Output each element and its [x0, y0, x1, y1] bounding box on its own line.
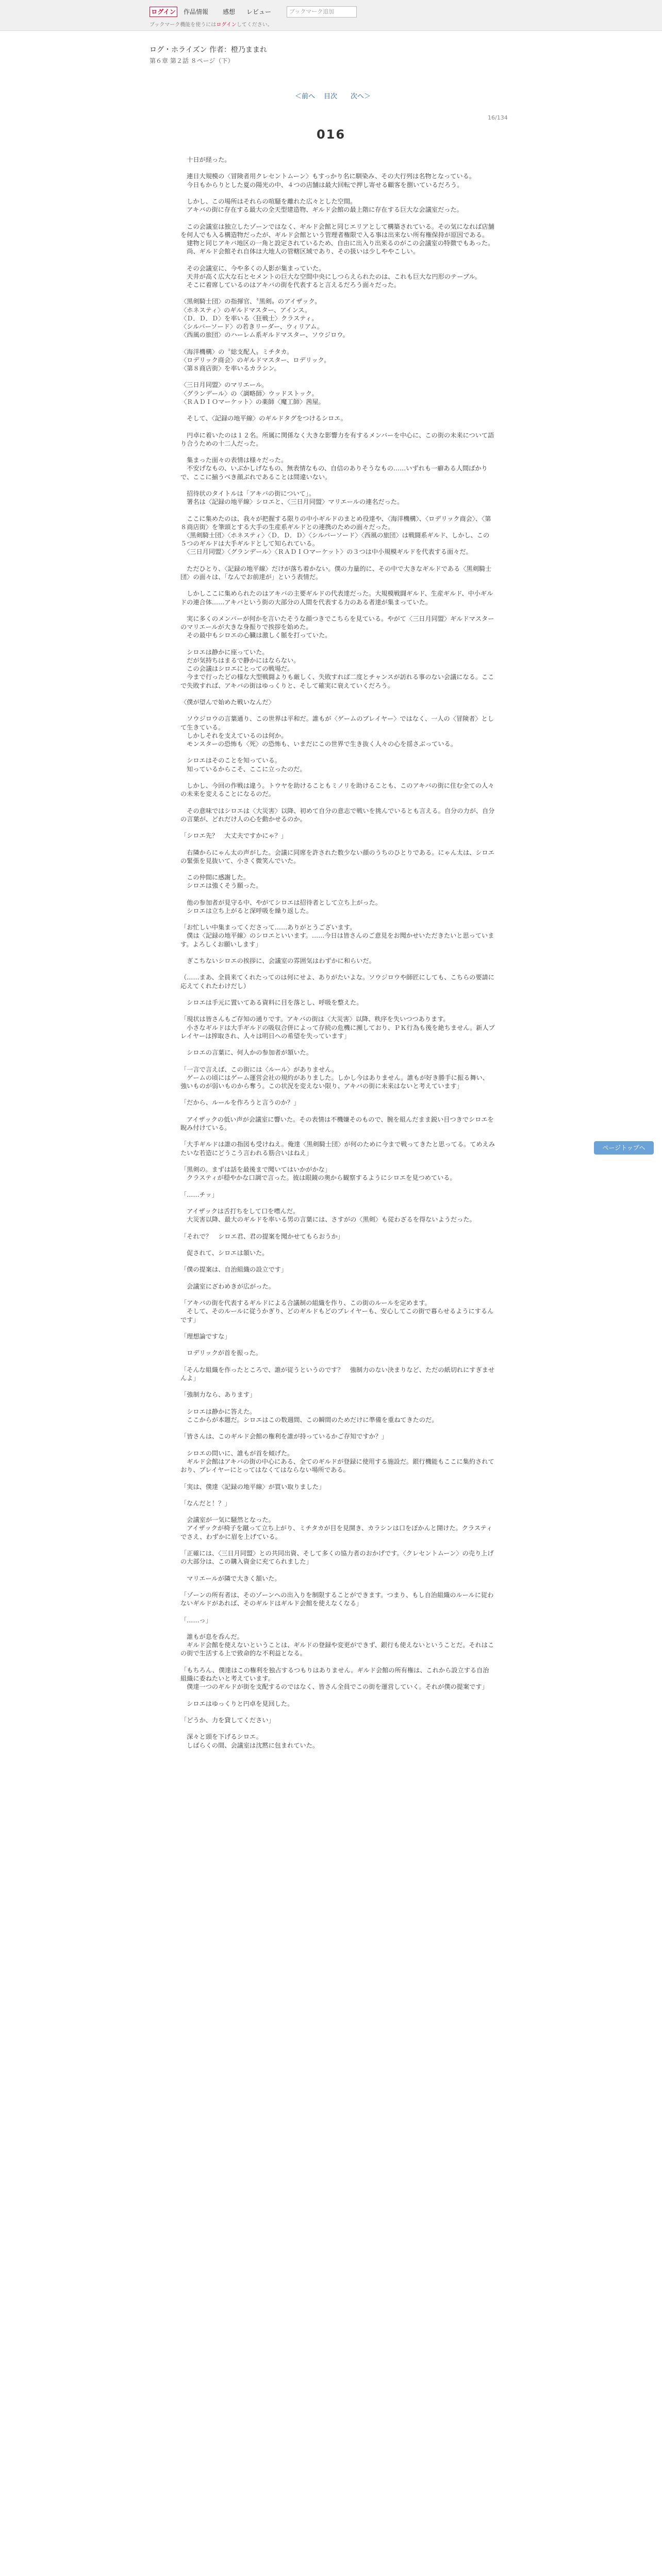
novel-title[interactable]: ログ・ホライズン 作者：橙乃ままれ — [150, 46, 267, 54]
body-paragraph — [180, 1257, 495, 1265]
body-paragraph — [180, 506, 495, 514]
body-paragraph: しかし、今回の作戦は違う。トウヤを助けることもミノリを助けることも、このアキバの街に住む全ての人々の未来を変えることになるのだ。 — [180, 782, 494, 798]
body-paragraph: この会議はシロエにとっての戦場だ。 — [180, 665, 294, 673]
body-paragraph: 集まった面々の表情は様々だった。 — [180, 456, 288, 464]
notice-suffix: してください。 — [236, 22, 273, 28]
body-paragraph: 〈Ｄ．Ｄ．Ｄ〉を率いる〈狂戦士〉クラスティ。 — [180, 314, 318, 322]
body-paragraph — [180, 339, 495, 347]
body-paragraph: モンスターの恐怖も〈死〉の恐怖も、いまだにこの世界で生き抜く人々の心を揺さぶっている。 — [180, 740, 457, 748]
body-paragraph: 「黒剣の。まずは話を最後まで聞いてはいかがかな」 — [180, 1166, 332, 1174]
body-paragraph: 「皆さんは、このギルド会館の権利を誰が持っているかご存知ですか？」 — [180, 1433, 388, 1440]
body-paragraph: 「だから、ルールを作ろうと言うのか？」 — [180, 1099, 300, 1107]
body-paragraph: ロデリックが首を振った。 — [180, 1349, 262, 1357]
body-paragraph — [180, 1691, 495, 1699]
body-paragraph: 「一言で言えば、この街には〈ルール〉がありません。 — [180, 1065, 338, 1073]
body-paragraph: 不安げなもの、いぶかしげなもの、無表情なもの、自信のありそうなもの……いずれも一癖ある人間ばかりで、ここに揃うべき顔ぶれであることは間違いない。 — [180, 465, 488, 481]
notice-prefix: ブックマーク機能を使うには — [150, 22, 217, 28]
body-paragraph: 〈ロデリック商会〉のギルドマスター、ロデリック。 — [180, 356, 330, 364]
body-paragraph: シロエはそのことを知っている。 — [180, 757, 281, 765]
body-paragraph — [180, 965, 495, 973]
body-paragraph: そして、〈記録の地平線〉のギルドタグをつけるシロエ。 — [180, 415, 347, 422]
body-paragraph: この仲間に感謝した。 — [180, 874, 250, 882]
body-paragraph — [180, 1607, 495, 1616]
bookmark-add-button[interactable]: ブックマーク追加 — [287, 6, 357, 18]
body-paragraph: 「理想論ですな」 — [180, 1332, 231, 1340]
body-paragraph — [180, 256, 495, 264]
body-paragraph: 他の参加者が見守る中、やがてシロエは招待者として立ち上がった。 — [180, 899, 382, 906]
body-paragraph: ギルド会館はアキバの街の中心にある、全てのギルドが登録に使用する施設だ。銀行機能もここに集約されており、プレイヤーにとってはなくてはならない場所である。 — [180, 1458, 494, 1474]
body-paragraph — [180, 1107, 495, 1115]
chapter-title: 016 — [316, 127, 346, 142]
body-paragraph — [180, 1224, 495, 1232]
body-paragraph: ゲームの頃にはゲーム運営会社の規約がありました。しかし今はありません。誰もが好き勝手に振る舞い、強いものが弱いものから奪う。この状況を変えない限り、アキバの街に未来はないと考えています」 — [180, 1074, 489, 1090]
body-paragraph — [180, 948, 495, 957]
body-paragraph: 〈三日月同盟〉〈グランデール〉〈ＲＡＤＩＯマーケット〉の３つは中小規模ギルドを代表する面々だ。 — [180, 548, 472, 556]
body-paragraph: 今日もからりとした夏の陽光の中、４つの店舗は最大回転で押し寄せる顧客を捌いているだろう。 — [180, 181, 464, 189]
body-paragraph — [180, 1507, 495, 1516]
body-paragraph: 今まで行ったどの様な大型戦闘よりも厳しく、失敗すれば二度とチャンスが訪れる事のない会議になる。ここで失敗すれば、アキバの街はゆっくりと、そして確実に衰えていくだろう。 — [180, 673, 494, 689]
body-paragraph — [180, 448, 495, 456]
body-paragraph: 「正確には、〈三日月同盟〉との共同出資、そして多くの協力者のおかげです。〈クレセントムーン〉の売り上げの大部分は、この購入資金に充てられました」 — [180, 1550, 494, 1566]
body-paragraph: ギルド会館を使えないということは、ギルドの登録や変更ができず、銀行も使えないということだ。それはこの街で生活する上で致命的な不利益となる。 — [180, 1641, 494, 1657]
body-paragraph: 「大手ギルドは誰の指図も受けねえ。俺達〈黒剣騎士団〉が何のために今まで戦ってきたと思ってる。てめえみたいな若造にどうこう言われる筋合いはねえ」 — [180, 1141, 495, 1157]
header-bar — [0, 0, 662, 31]
body-paragraph: 「アキバの街を代表するギルドによる合議制の組織を作り、この街のルールを定めます。 — [180, 1299, 431, 1307]
body-paragraph: そこに着席しているのはアキバの街を代表すると言えるだろう面々だった。 — [180, 281, 401, 289]
body-paragraph: 連日大規模の〈冒険者用クレセントムーン〉もすっかり名に馴染み、その大行列は名物となっている。 — [180, 173, 475, 180]
body-paragraph: 僕達一つのギルドが街を支配するのではなく、皆さん全員でこの街を運営していく。それが僕の提案です」 — [180, 1683, 488, 1691]
pager — [0, 92, 662, 102]
index-link[interactable]: 目次 — [324, 93, 338, 100]
body-paragraph — [180, 189, 495, 197]
body-paragraph: 〈ホネスティ〉のギルドマスター、アインス。 — [180, 306, 311, 314]
body-paragraph: マリエールが隣で大きく頷いた。 — [180, 1574, 281, 1582]
body-paragraph — [180, 915, 495, 923]
body-paragraph — [180, 1474, 495, 1482]
body-paragraph: しかしそれを支えているのは何か。 — [180, 732, 288, 739]
body-paragraph: 深々と頭を下げるシロエ。 — [180, 1733, 262, 1741]
body-paragraph: 小さなギルドは大手ギルドの吸収合併によって存続の危機に瀕しており、ＰＫ行為も後を絶ちません。新人プレイヤーは搾取され、人々は明日への希望を失っています」 — [180, 1024, 495, 1040]
body-paragraph: 「僕の提案は、自治組織の設立です」 — [180, 1266, 288, 1274]
body-paragraph — [180, 556, 495, 565]
body-paragraph: 誰もが息を呑んだ。 — [180, 1633, 243, 1641]
body-paragraph: ただひとり、〈記録の地平線〉だけが落ち着かない。僕の力量的に、その中で大きなギルドである〈黒剣騎士団〉の面々は、「なんでお前達が」という表情だ。 — [180, 565, 492, 581]
notice-login-link[interactable]: ログイン — [216, 22, 237, 28]
body-paragraph — [180, 1241, 495, 1249]
body-paragraph: 〈黒剣騎士団〉〈ホネスティ〉〈Ｄ．Ｄ．Ｄ〉〈シルバーソード〉〈西風の旅団〉は戦闘系ギルド、しかし、この５つのギルドは大手ギルドとして知られている。 — [180, 531, 490, 548]
body-paragraph — [180, 581, 495, 589]
body-paragraph: 「……っ」 — [180, 1616, 212, 1624]
body-paragraph — [180, 1358, 495, 1366]
body-paragraph — [180, 214, 495, 222]
body-paragraph — [180, 481, 495, 489]
body-paragraph — [180, 748, 495, 756]
body-paragraph — [180, 1399, 495, 1408]
body-paragraph — [180, 1057, 495, 1065]
body-paragraph — [180, 690, 495, 698]
nav-work-info[interactable]: 作品情報 — [184, 8, 209, 15]
body-paragraph: シロエは立ち上がると深呼吸を繰り返した。 — [180, 907, 312, 914]
body-paragraph: 天井が高く広大な石とセメントの巨大な空間中央にしつらえられたのは、これも巨大な円形のテーブル。 — [180, 273, 481, 280]
body-paragraph: 「現状は皆さんもご存知の通りです。アキバの街は〈大災害〉以降、秩序を失いつつあります。 — [180, 1015, 450, 1023]
body-paragraph: アイザックの低い声が会議室に響いた。その表情は不機嫌そのもので、腕を組んだまま鋭い目つきでシロエを睨み付けている。 — [180, 1115, 494, 1132]
novel-subtitle: 第６章 第２話 ８ページ（下） — [150, 57, 234, 64]
body-paragraph: 「どうか、力を貸してください」 — [180, 1717, 275, 1724]
login-notice — [150, 22, 273, 29]
body-paragraph — [180, 164, 495, 172]
body-paragraph: シロエは静かに答えた。 — [180, 1408, 256, 1415]
body-paragraph: 〈海洋機構〉の〝総支配人〟ミチタカ。 — [180, 348, 293, 355]
body-paragraph: 「お忙しい中集まってくださって……ありがとうございます。 — [180, 924, 356, 931]
body-paragraph: ここに集めたのは、我々が把握する限りの中小ギルドのまとめ役達や、〈海洋機構〉、〈ロデリック商会〉、〈第８商店街〉を筆頭とする大手の生産系ギルドとの連携のための面々だった。 — [180, 515, 491, 531]
body-paragraph — [180, 406, 495, 414]
body-paragraph: 〈黒剣騎士団〉の指揮官、〝黒剣〟のアイザック。 — [180, 298, 321, 306]
body-paragraph — [180, 706, 495, 715]
body-paragraph: 大災害以降、最大のギルドを率いる男の言葉には、さすがの〈黒剣〉も従わざるを得ないようだった。 — [180, 1216, 476, 1224]
body-paragraph: クラスティが穏やかな口調で言った。彼は眼鏡の奥から観察するようにシロエを見つめている。 — [180, 1174, 456, 1182]
body-paragraph — [180, 1274, 495, 1282]
body-paragraph: 招待状のタイトルは「アキバの街について」。 — [180, 489, 316, 497]
body-paragraph: 〈ＲＡＤＩＯマーケット〉の薬師〈魔工師〉茜屋。 — [180, 398, 325, 405]
nav-reviews[interactable]: レビュー — [246, 8, 272, 15]
body-paragraph: 会議室が一気に騒然となった。 — [180, 1516, 275, 1524]
novel-body — [180, 156, 495, 1750]
body-paragraph — [180, 1007, 495, 1015]
body-paragraph — [180, 798, 495, 806]
body-paragraph — [180, 865, 495, 873]
body-paragraph: 「そんな組織を作ったところで、誰が従うというのです？ 強制力のない決まりなど、ただの紙切れにすぎませんよ」 — [180, 1366, 495, 1382]
body-paragraph — [180, 1324, 495, 1332]
body-paragraph: その最中もシロエの心臓は激しく脈を打っていた。 — [180, 632, 332, 639]
page-number: 16/134 — [488, 114, 508, 121]
body-paragraph: 促されて、シロエは頷いた。 — [180, 1249, 269, 1257]
body-paragraph: 「強制力なら、あります」 — [180, 1391, 256, 1399]
body-paragraph — [180, 1040, 495, 1048]
body-paragraph: シロエの言葉に、何人かの参加者が頷いた。 — [180, 1049, 312, 1057]
body-paragraph: 会議室にざわめきが広がった。 — [180, 1282, 275, 1290]
body-paragraph — [180, 1441, 495, 1449]
body-paragraph: だが気持ちはまるで静かにはならない。 — [180, 656, 300, 664]
body-paragraph: そして、そのルールに従うかぎり、どのギルドもどのプレイヤーも、安心してこの街で暮らせるようにするんです」 — [180, 1308, 494, 1324]
body-paragraph — [180, 1132, 495, 1140]
body-paragraph — [180, 1624, 495, 1633]
body-paragraph: 「ゾーンの所有者は、そのゾーンへの出入りを制限することができます。つまり、もし自治組織のルールに従わないギルドがあれば、そのギルドはギルド会館を使えなくなる」 — [180, 1591, 494, 1607]
body-paragraph — [180, 1583, 495, 1591]
body-paragraph — [180, 840, 495, 848]
body-paragraph: 円卓に着いたのは１２名。所属に関係なく大きな影響力を有するメンバーを中心に、この街の未来について語り合うための十二人だった。 — [180, 431, 494, 447]
body-paragraph — [180, 1491, 495, 1499]
body-paragraph — [180, 1182, 495, 1190]
body-paragraph: アイザックが椅子を蹴って立ち上がり、ミチタカが目を見開き、カラシンは口をぽかんと開けた。クラスティでさえ、わずかに眉を上げている。 — [180, 1524, 493, 1540]
page-top-button[interactable]: ページトップへ — [594, 1141, 654, 1155]
body-paragraph: シロエは静かに座っていた。 — [180, 648, 269, 656]
body-paragraph: 「なんだと！？」 — [180, 1499, 231, 1507]
body-paragraph: 右隣からにゃん太の声がした。会議に同席を許された数少ない顔のうちのひとりである。にゃん太は、シロエの緊張を見抜いて、小さく微笑んでいた。 — [180, 849, 494, 865]
body-paragraph — [180, 1157, 495, 1165]
body-paragraph — [180, 823, 495, 832]
body-paragraph — [180, 1566, 495, 1574]
body-paragraph: 〈グランデール〉の〈調略師〉ウッドストック。 — [180, 389, 318, 397]
body-paragraph: 尚、ギルド会館それ自体は大地人の管轄区域であり、その扱いは少しややこしい。 — [180, 248, 420, 256]
login-button[interactable]: ログイン — [150, 7, 177, 17]
body-paragraph: 〈西風の旅団〉のハーレム系ギルドマスター、ソウジロウ。 — [180, 331, 349, 339]
body-paragraph — [180, 640, 495, 648]
body-paragraph: ぎこちないシロエの挨拶に、会議室の雰囲気はわずかに和らいだ。 — [180, 957, 375, 965]
body-paragraph: アイザックは舌打ちをして口を噤んだ。 — [180, 1208, 300, 1215]
body-paragraph — [180, 773, 495, 782]
body-paragraph — [180, 1090, 495, 1098]
body-paragraph: 「もちろん、僕達はこの権利を独占するつもりはありません。ギルド会館の所有権は、これから設立する自治組織に委ねたいと考えています。 — [180, 1666, 489, 1683]
body-paragraph: 〈僕が望んで始めた戦いなんだ〉 — [180, 698, 275, 706]
body-paragraph — [180, 890, 495, 899]
body-paragraph: 〈三日月同盟〉のマリエール。 — [180, 381, 268, 389]
body-paragraph: （……まあ、全員来てくれたってのは何にせよ、ありがたいよな。ソウジロウや師匠にしても、こちらの要請に応えてくれたわけだし） — [180, 974, 494, 990]
body-paragraph: その意味ではシロエは〈大災害〉以降、初めて自分の意志で戦いを挑んでいるとも言える。自分の力が、自分の言葉が、どれだけ人の心を動かせるのか。 — [180, 807, 495, 823]
body-paragraph: シロエは手元に置いてある資料に目を落とし、呼吸を整えた。 — [180, 999, 363, 1007]
body-paragraph — [180, 1541, 495, 1549]
body-paragraph: 建物と同じアキバ地区の一角と設定されているため、自由に出入り出来るのがこの会議室の特徴でもあった。 — [180, 239, 494, 247]
body-paragraph — [180, 1341, 495, 1349]
body-paragraph: しばらくの間、会議室は沈黙に包まれていた。 — [180, 1741, 319, 1749]
body-paragraph: シロエはゆっくりと円卓を見回した。 — [180, 1700, 294, 1707]
body-paragraph: ここからが本題だ。シロエはこの数週間、この瞬間のためだけに準備を重ねてきたのだ。 — [180, 1416, 438, 1423]
body-paragraph — [180, 289, 495, 297]
body-paragraph — [180, 606, 495, 615]
body-paragraph: その会議室に、今や多くの人影が集まっていた。 — [180, 264, 325, 272]
body-paragraph: アキバの街に存在する最大の全天型建造物、ギルド会館の最上階に存在する巨大な会議室だった。 — [180, 206, 463, 214]
prev-link[interactable]: ＜前へ — [295, 93, 316, 100]
body-paragraph — [180, 422, 495, 431]
body-paragraph — [180, 1382, 495, 1391]
body-paragraph — [180, 1291, 495, 1299]
body-paragraph: 〈シルバーソード〉の若きリーダー、ウィリアム。 — [180, 323, 323, 330]
nav-impressions[interactable]: 感想 — [223, 8, 236, 15]
body-paragraph — [180, 1424, 495, 1432]
body-paragraph: シロエの問いに、誰もが首を傾げた。 — [180, 1449, 294, 1457]
body-paragraph — [180, 1199, 495, 1207]
body-paragraph: 「シロエ先？ 大丈夫ですかにゃ？」 — [180, 832, 287, 840]
body-paragraph: 実に多くのメンバーが何かを言いたそうな顔つきでこちらを見ている。やがて〈三日月同盟〉ギルドマスターのマリエールが大きな身振りで挨拶を始めた。 — [180, 615, 494, 631]
body-paragraph: 〈第８商店街〉を率いるカラシン。 — [180, 364, 280, 372]
body-paragraph — [180, 1658, 495, 1666]
body-paragraph: シロエは強くそう願った。 — [180, 882, 262, 890]
body-paragraph — [180, 1708, 495, 1716]
body-paragraph: 僕は〈記録の地平線〉のシロエといいます。……今日は皆さんのご意見をお聞かせいただきたいと思っています。よろしくお願いします」 — [180, 932, 494, 948]
body-paragraph: 知っているからこそ、ここに立ったのだ。 — [180, 765, 306, 773]
body-paragraph: しかし、この場所はそれらの喧騒を離れた広々とした空間。 — [180, 197, 357, 205]
body-paragraph: 署名は〈記録の地平線〉シロエと、〈三日月同盟〉マリエールの連名だった。 — [180, 498, 404, 506]
body-paragraph — [180, 372, 495, 381]
next-link[interactable]: 次へ＞ — [351, 93, 371, 100]
body-paragraph: 「……チッ」 — [180, 1191, 218, 1198]
body-paragraph: しかしここに集められたのはアキバの主要ギルドの代表達だった。大規模戦闘ギルド、生産ギルド、中小ギルドの連合体……アキバという街の大部分の人間を代表する力のある者達が集まっていた。 — [180, 590, 493, 606]
body-paragraph: 十日が経った。 — [180, 156, 231, 163]
body-paragraph — [180, 990, 495, 998]
body-paragraph: 「実は、僕達〈記録の地平線〉が買い取りました」 — [180, 1483, 325, 1490]
body-paragraph: 「それで？ シロエ君、君の提案を聞かせてもらおうか」 — [180, 1232, 344, 1240]
body-paragraph — [180, 1724, 495, 1733]
body-paragraph: ソウジロウの言葉通り、この世界は平和だ。誰もが〈ゲームのプレイヤー〉ではなく、一人の〈冒険者〉として生きている。 — [180, 715, 494, 731]
body-paragraph: この会議室は独立したゾーンではなく、ギルド会館と同じエリアとして構築されている。その気になれば店舗を何人でも入る構造物だったが、ギルド会館という管理者権限で入る事は出来ない所有権保持が原因である。 — [180, 223, 494, 239]
